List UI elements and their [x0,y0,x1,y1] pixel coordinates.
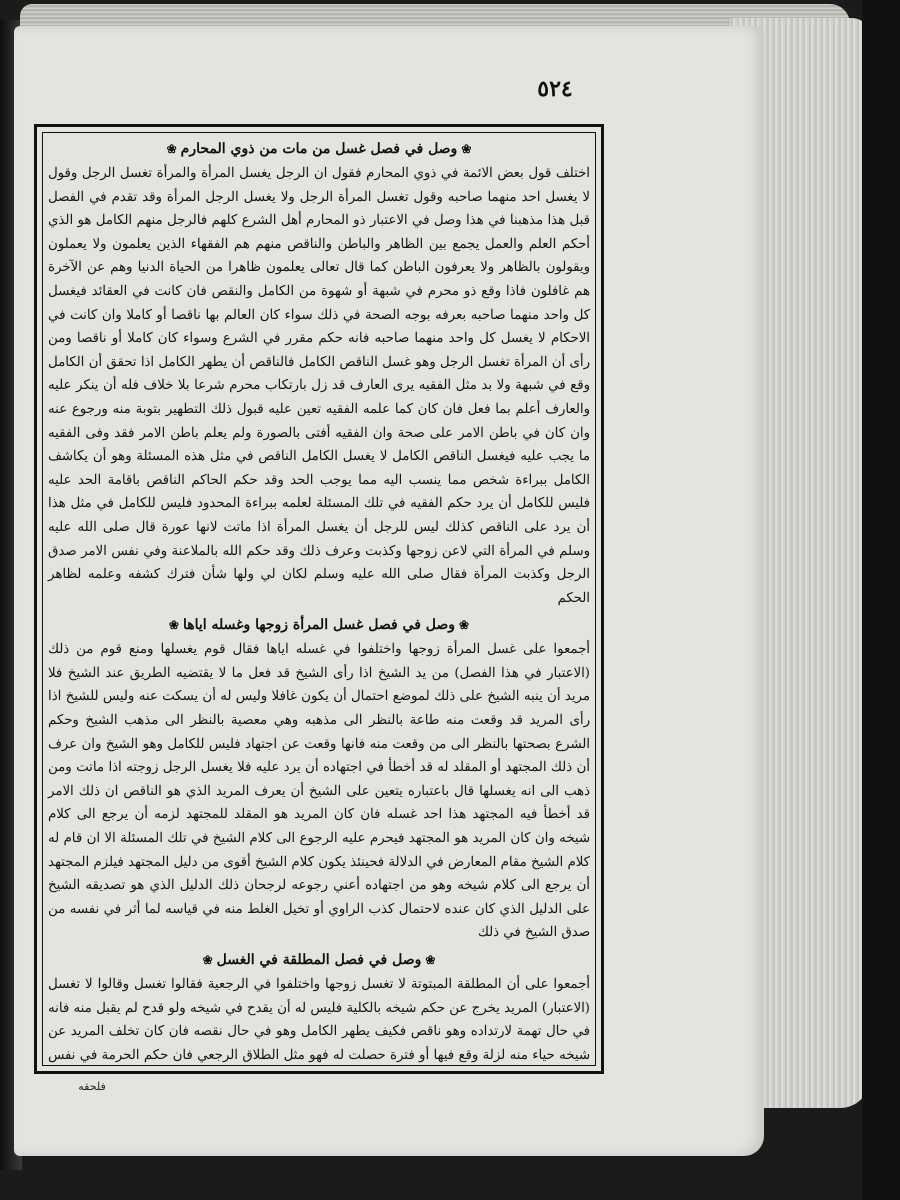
section-heading-text: وصل في فصل غسل من مات من ذوي المحارم [180,141,458,157]
ornament-icon: ❀ [425,953,436,967]
ornament-icon: ❀ [459,618,470,633]
section-heading-text: وصل في فصل المطلقة في الغسل [216,952,422,968]
text-body [44,134,594,1064]
ornament-icon: ❀ [202,953,213,967]
catchword: فلحقه [78,1080,106,1093]
section-heading-text: وصل في فصل غسل المرأة زوجها وغسله اياها [182,617,456,634]
section-paragraph-2: أجمعوا على غسل المرأة زوجها واختلفوا في غسله اياها فقال قوم يغسلها ومنع قوم من ذلك (الاعتبار في هذا الفصل) من يد الشيخ اذا رأى الشيخ قد فعل ما لا يقتضيه الطريق عند الشيخ فلا مريد أن ينبه الشيخ على ذلك لموضع احتمال أن يكون غافلا وليس له أن يسكت عنه وليس للشيخ اذا رأى المريد قد وقعت منه طاعة بالنظر الى مذهبه وهي معصية بالنظر الى مذهب الشيخ وحكم الشرع بصحتها بالنظر الى من وقعت منه فانها وقعت عن اجتهاد فليس للكامل وهو الشيخ وان عرف أن ذلك المجتهد أو المقلد له قد أخطأ في اجتهاده أن يرد عليه فلا يغسل الرجل زوجته اذا ماتت ومن ذهب الى انه يغسلها قال باعتباره يتعين على الشيخ أن يعرف المريد الذي هو الناقص ان ذلك الامر قد أخطأ فيه المجتهد هذا احد غسله فان كان المريد هو المقلد للمجتهد لزمه أن يرجع الى كلام شيخه وان كان المريد هو المجتهد فيحرم عليه الرجوع الى كلام الشيخ في تلك المسئلة الا ان قام له كلام الشيخ مقام المعارض في الدلالة فحينئذ يكون كلام الشيخ أقوى من دليل المجتهد فيلزم المجتهد أن يرجع الى كلام شيخه وهو من اجتهاده أعني رجوعه لرجحان ذلك الدليل الذي هو تصديقه الشيخ على الدليل الذي كان عنده لاحتمال كذب الراوي أو تخيل الغلط منه في قياسه لما أثر في نفسه من صدق الشيخ في ذلك [48,642,590,941]
page-number: ٥٢٤ [537,76,573,102]
section-paragraph-1: اختلف قول بعض الائمة في ذوي المحارم فقول ان الرجل يغسل المرأة والمرأة تغسل الرجل وقول لا يغسل احد منهما صاحبه وقول تغسل المرأة الرجل ولا يغسل الرجل المرأة وقد تقدم في الفصل قبل هذا مذهبنا في هذا وصل في الاعتبار ذو المحارم أهل الشرع كلهم فالرجل منهم الكامل هو الذي أحكم العلم والعمل يجمع بين الظاهر والباطن والناقص منهم هم الفقهاء الذين يعلمون ولا يعملون ويقولون بالظاهر ولا يعرفون الباطن كما قال تعالى يعلمون ظاهرا من الحياة الدنيا وهم عن الآخرة هم غافلون فاذا وقع ذو محرم في شبهة أو شهوة من الكامل والنقص فان كانت في العقائد فيغسل كل واحد منهما صاحبه بعرفه بوجه الصحة في ذلك سواء كان العالم بها ناقصا أو كاملا وان كانت في الاحكام لا يغسل كل واحد منهما صاحبه فانه حكم مقرر في الشرع وسواء كان كاملا أو ناقصا ومن رأى أن المرأة تغسل الرجل وهو غسل الناقص الكامل فالناقص أن يطهر الكامل اذا تحقق أن الكامل وقع في شبهة ولا بد مثل الفقيه يرى العارف قد زل بارتكاب محرم شرعا بلا خلاف فله أن ينكر عليه والعارف أعلم بما فعل فان كان كما علمه الفقيه تعين عليه قبول ذلك التطهير بتوبة منه ورجوع عنه وان كان في باطن الامر على صحة وان الفقيه أفتى بالصورة ولم يعلم باطن الامر فقد وفى الفقيه ما يجب عليه فيغسل الناقص الكامل لا يغسل الكامل الناقص في مثل هذه المسئلة وهو أن يكاشف الكامل ببراءة شخص مما ينسب اليه مما يوجب الحد وقد حكم الحاكم الناقص باقامة الحد عليه فليس للكامل أن يرد حكم الفقيه في تلك المسئلة لعلمه ببراءة المحدود فليس للكامل في مثل هذا أن يرد على الناقص كذلك ليس للرجل أن يغسل المرأة اذا ماتت لانها عورة قال صلى الله عليه وسلم في المرأة التي لاعن زوجها وكذبت وعرف ذلك وقد حكم الله بالملاعنة وفي نفس الامر صدق الرجل وكذبت المرأة فقال صلى الله عليه وسلم لكان لي ولها شأن فترك كشفه وعلمه لظاهر الحكم [48,166,590,606]
ornament-icon: ❀ [168,618,179,633]
section-heading-2 [44,614,594,636]
ornament-icon: ❀ [461,142,472,156]
section-heading-3 [44,949,594,971]
section-heading-1 [44,138,594,160]
section-paragraph-3: أجمعوا على أن المطلقة المبتوتة لا تغسل زوجها واختلفوا في الرجعية فقالوا تغسل وقالوا لا تغسل (الاعتبار) المريد يخرج عن حكم شيخه بالكلية فليس له أن يقدح في شيخه ولو قدح لم يقبل منه فانه في حال تهمة لارتداده وهو ناقص فكيف يطهر الكامل وهو في حال نقصه فان كان تخلف المريد عن شيخه حياء منه لزلة وقع فيها أو فترة حصلت له فهو مثل الطلاق الرجعي فان حكم الحرمة في نفس [48,977,590,1063]
ornament-icon: ❀ [166,142,177,156]
background-right [862,0,900,1200]
